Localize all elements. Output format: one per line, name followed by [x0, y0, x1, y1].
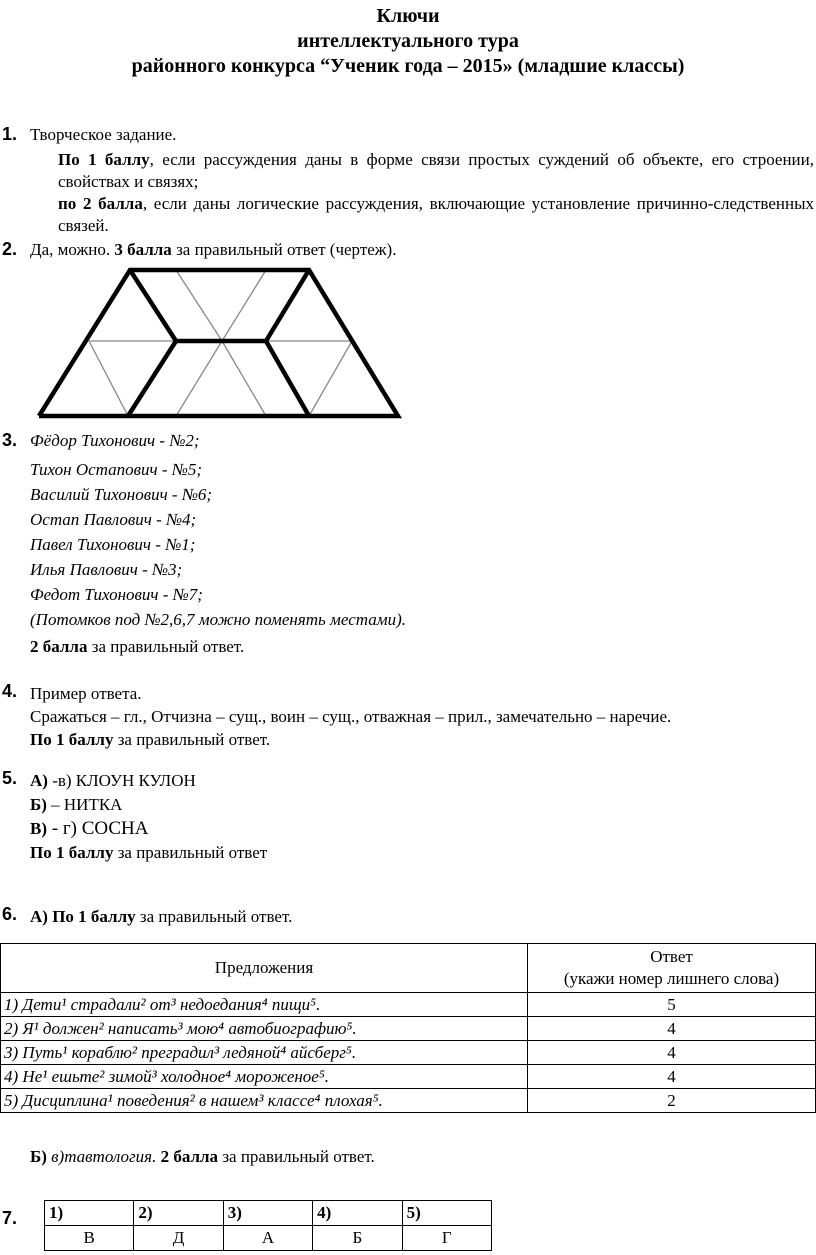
q5-a-label: А) — [30, 771, 48, 790]
q2-number: 2. — [2, 239, 18, 259]
q5-line-a — [30, 770, 196, 792]
triangle-trapezoid-drawing — [0, 262, 816, 422]
q5-v-text: - г) СОСНА — [47, 818, 149, 839]
q5-number: 5. — [2, 768, 18, 788]
q7-header-row — [45, 1201, 492, 1226]
q7-number: 7. — [2, 1208, 18, 1228]
q4-line-1: Пример ответа. — [30, 684, 142, 703]
q3-score-bold: 2 балла — [30, 637, 88, 656]
q5-score-text: за правильный ответ — [113, 843, 268, 862]
q7-answer: В — [45, 1226, 134, 1251]
q6-b-label: Б) — [30, 1147, 52, 1166]
q6-col-answer — [528, 944, 816, 993]
q3-score-text: за правильный ответ. — [87, 637, 245, 656]
q7-header: 4) — [313, 1201, 402, 1226]
q1-p1-bold: По 1 баллу — [58, 150, 150, 169]
q1-number: 1. — [2, 124, 18, 144]
q5-line-b — [30, 794, 122, 816]
title-line-2: интеллектуального тура — [297, 30, 519, 52]
q4-score — [30, 729, 270, 751]
q6-head-text: за правильный ответ. — [135, 907, 293, 926]
q6-table-header — [1, 944, 816, 993]
title-line-1: Ключи — [376, 5, 440, 27]
q5-b-text: – НИТКА — [46, 795, 123, 814]
q2-text-a: Да, можно. — [30, 240, 115, 259]
q6-col-sentences: Предложения — [1, 944, 528, 993]
q3-line-2: Тихон Остапович - №5; — [30, 460, 203, 479]
q7-table — [44, 1200, 492, 1251]
q7-answer-row — [45, 1226, 492, 1251]
q6-part-b — [30, 1146, 375, 1168]
q6-answer: 2 — [528, 1089, 816, 1113]
q1-intro: Творческое задание. — [30, 125, 177, 144]
q3-line-3: Василий Тихонович - №6; — [30, 485, 213, 504]
thick-lines — [39, 270, 398, 416]
q6-col-answer-line-2: (укажи номер лишнего слова) — [563, 969, 780, 988]
q6-answer: 5 — [528, 993, 816, 1017]
q7-answer: Г — [402, 1226, 491, 1251]
q5-score — [30, 842, 267, 864]
q6-head-bold: А) По 1 баллу — [30, 907, 136, 926]
q6-heading — [30, 906, 292, 928]
q6-b-text: за правильный ответ. — [218, 1147, 375, 1166]
q1-p2-text: , если даны логические рассуждения, включающие установление причинно-следственных связей. — [58, 194, 814, 235]
q4-number: 4. — [2, 681, 18, 701]
q7-header: 1) — [45, 1201, 134, 1226]
q1-paragraph-2 — [58, 193, 814, 237]
q1-paragraph-1 — [58, 149, 814, 193]
q4-score-bold: По 1 баллу — [30, 730, 114, 749]
q6-answer: 4 — [528, 1017, 816, 1041]
q4-score-text: за правильный ответ. — [113, 730, 271, 749]
q7-answer: А — [223, 1226, 312, 1251]
q7-header: 3) — [223, 1201, 312, 1226]
q6-b-bold: 2 балла — [156, 1147, 219, 1166]
q3-number: 3. — [2, 430, 18, 450]
q6-table — [0, 943, 816, 1113]
q7-header: 2) — [134, 1201, 223, 1226]
q6-sentence: 3) Путь¹ кораблю² преградил³ ледяной⁴ айсберг⁵. — [1, 1041, 528, 1065]
q6-answer: 4 — [528, 1065, 816, 1089]
q7-answer: Д — [134, 1226, 223, 1251]
q7-answer: Б — [313, 1226, 402, 1251]
q6-sentence: 1) Дети¹ страдали² от³ недоедания⁴ пищи⁵. — [1, 993, 528, 1017]
q6-sentence: 5) Дисциплина¹ поведения² в нашем³ классе⁴ плохая⁵. — [1, 1089, 528, 1113]
table-row — [1, 1041, 816, 1065]
q6-sentence: 2) Я¹ должен² написать³ мою⁴ автобиографию⁵. — [1, 1017, 528, 1041]
table-row — [1, 1017, 816, 1041]
q1-p2-bold: по 2 балла — [58, 194, 143, 213]
q1-p1-text: , если рассуждения даны в форме связи простых суждений об объекте, его строении, свойствах и связях; — [58, 150, 814, 191]
q5-score-bold: По 1 баллу — [30, 843, 114, 862]
q5-b-label: Б) — [30, 795, 47, 814]
q5-a-text: -в) КЛОУН КУЛОН — [47, 771, 196, 790]
q3-line-5: Павел Тихонович - №1; — [30, 535, 196, 554]
q3-line-7: Федот Тихонович - №7; — [30, 585, 203, 604]
q3-score — [30, 636, 244, 658]
q6-b-italic: в)тавтология. — [51, 1147, 157, 1166]
q2-text — [30, 239, 396, 261]
q3-line-4: Остап Павлович - №4; — [30, 510, 197, 529]
q3-line-1: Фёдор Тихонович - №2; — [30, 431, 200, 450]
q2-text-b: за правильный ответ (чертеж). — [171, 240, 397, 259]
q3-line-6: Илья Павлович - №3; — [30, 560, 183, 579]
q5-line-v — [30, 818, 148, 840]
table-row — [1, 993, 816, 1017]
q6-number: 6. — [2, 904, 18, 924]
q6-col-answer-line-1: Ответ — [650, 947, 693, 966]
table-row — [1, 1065, 816, 1089]
q4-line-2: Сражаться – гл., Отчизна – сущ., воин – сущ., отважная – прил., замечательно – наречие. — [30, 707, 672, 726]
q6-answer: 4 — [528, 1041, 816, 1065]
q7-header: 5) — [402, 1201, 491, 1226]
q5-v-label: В) — [30, 819, 47, 838]
table-row — [1, 1089, 816, 1113]
q2-bold: 3 балла — [114, 240, 172, 259]
q6-sentence: 4) Не¹ ешьте² зимой³ холодное⁴ мороженое⁵. — [1, 1065, 528, 1089]
q3-line-8: (Потомков под №2,6,7 можно поменять местами). — [30, 610, 406, 629]
title-line-3: районного конкурса “Ученик года – 2015» (младшие классы) — [131, 55, 685, 77]
